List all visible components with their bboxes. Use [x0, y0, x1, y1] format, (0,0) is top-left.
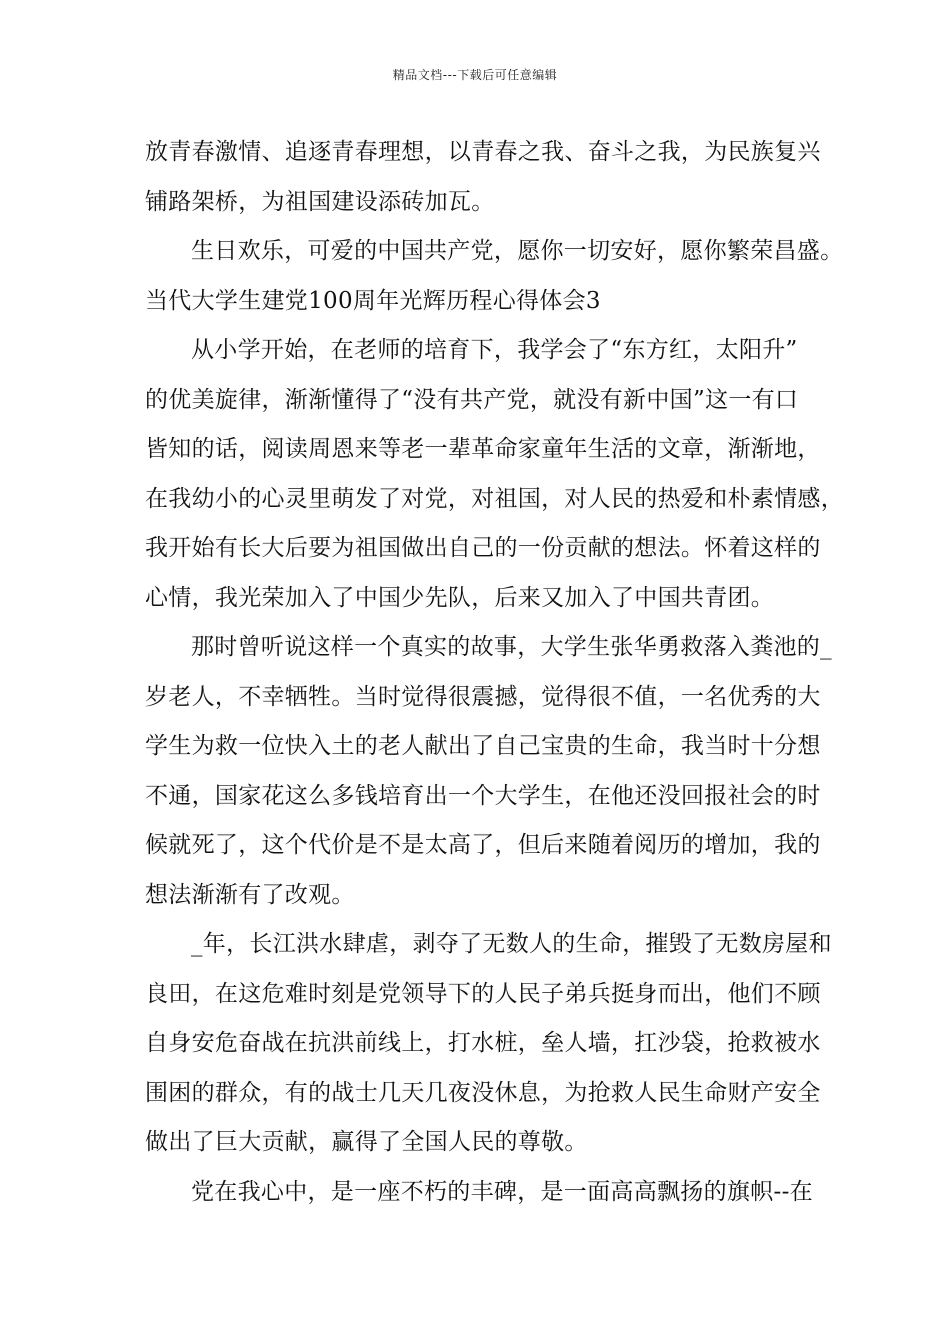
text-line: 岁老人，不幸牺牲。当时觉得很震撼，觉得很不值，一名优秀的大: [145, 683, 821, 710]
text-line: 做出了巨大贡献，赢得了全国人民的尊敬。: [145, 1129, 588, 1155]
text-line: 从小学开始，在老师的培育下，我学会了“东方红，太阳升”: [191, 337, 798, 363]
text-line: 心情，我光荣加入了中国少先队，后来又加入了中国共青团。: [145, 584, 775, 611]
text-line: 自身安危奋战在抗洪前线上，打水桩，垒人墙，扛沙袋，抢救被水: [145, 1030, 821, 1056]
text-line: _年，长江洪水肆虐，剥夺了无数人的生命，摧毁了无数房屋和: [191, 931, 832, 957]
text-line: 围困的群众，有的战士几天几夜没休息，为抢救人民生命财产安全: [145, 1079, 821, 1106]
text-line: 不通，国家花这么多钱培育出一个大学生，在他还没回报社会的时: [145, 782, 821, 809]
text-line: 铺路架桥，为祖国建设添砖加瓦。: [145, 188, 495, 215]
text-line: 我开始有长大后要为祖国做出自己的一份贡献的想法。怀着这样的: [145, 535, 821, 561]
text-line: 良田，在这危难时刻是党领导下的人民子弟兵挺身而出，他们不顾: [145, 980, 821, 1007]
text-line: 皆知的话，阅读周恩来等老一辈革命家童年生活的文章，渐渐地，: [145, 436, 821, 462]
text-line: 想法渐渐有了改观。: [145, 881, 355, 908]
text-line: 放青春激情、追逐青春理想，以青春之我、奋斗之我，为民族复兴: [145, 139, 821, 165]
text-line: 在我幼小的心灵里萌发了对党，对祖国，对人民的热爱和朴素情感，: [145, 485, 844, 512]
text-line: 学生为救一位快入土的老人献出了自己宝贵的生命，我当时十分想: [145, 733, 821, 759]
document-body: [145, 128, 844, 1217]
text-line: 那时曾听说这样一个真实的故事，大学生张华勇救落入粪池的_: [191, 634, 832, 660]
text-line: 候就死了，这个代价是不是太高了，但后来随着阅历的增加，我的: [145, 832, 821, 858]
text-line: 生日欢乐，可爱的中国共产党，愿你一切安好，愿你繁荣昌盛。: [191, 238, 844, 264]
page-header-note: 精品文档---下载后可任意编辑: [392, 68, 558, 82]
section-heading: 当代大学生建党100周年光辉历程心得体会3: [145, 287, 601, 314]
text-line: 党在我心中，是一座不朽的丰碑，是一面高高飘扬的旗帜--在: [191, 1178, 813, 1205]
text-line: 的优美旋律，渐渐懂得了“没有共产党，就没有新中国”这一有口: [145, 386, 799, 413]
